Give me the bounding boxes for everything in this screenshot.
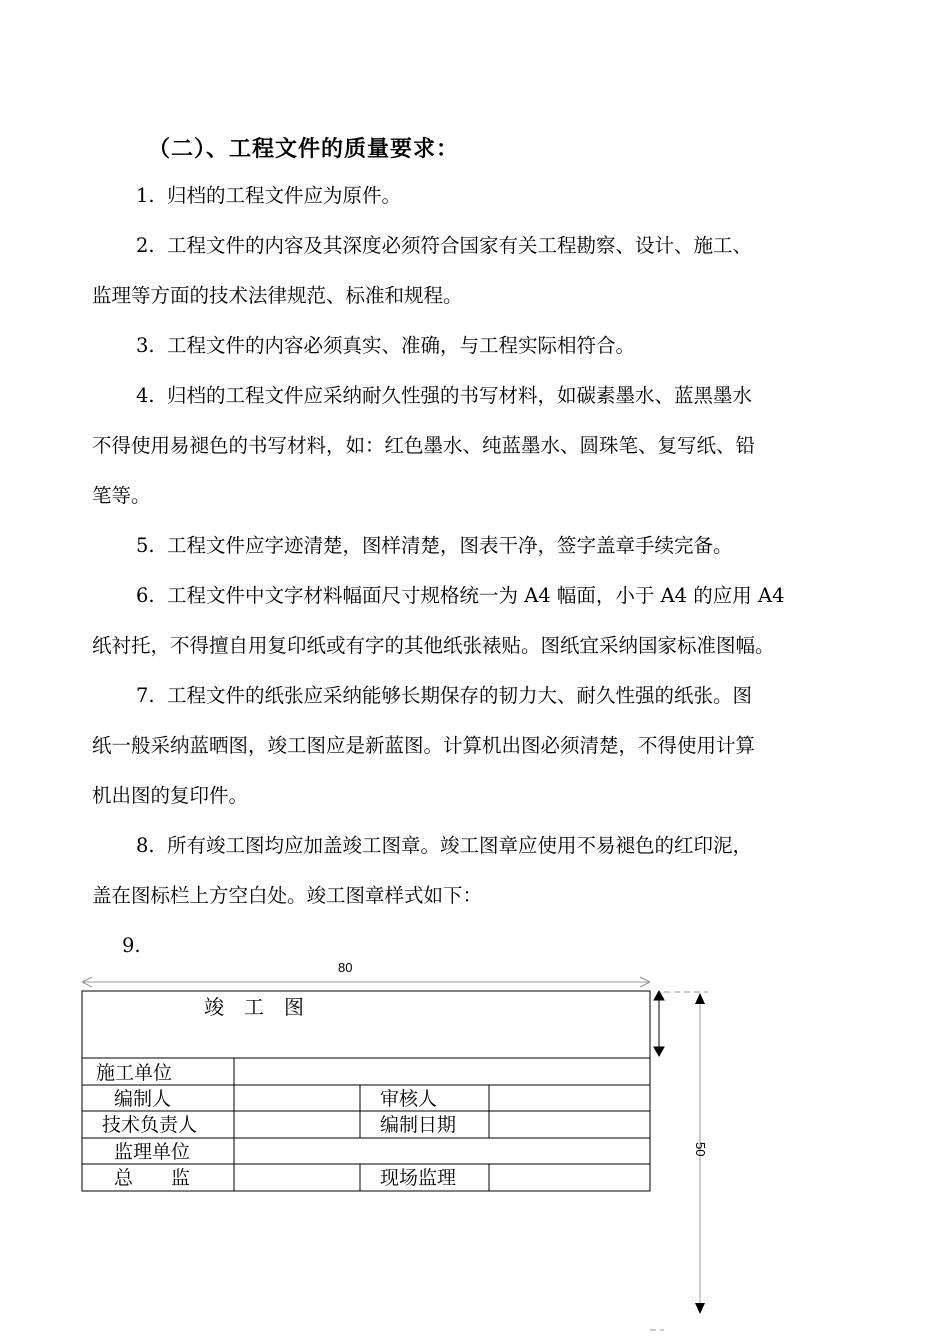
label-compiler: 编制人	[114, 1088, 172, 1110]
item-6-line-1: 6. 工程文件中文字材料幅面尺寸规格统一为 A4 幅面，小于 A4 的应用 A4	[136, 584, 785, 607]
section-heading: （二）、工程文件的质量要求：	[148, 137, 460, 162]
item-1-line-1: 1. 归档的工程文件应为原件。	[136, 184, 402, 207]
item-2-line-1: 2. 工程文件的内容及其深度必须符合国家有关工程勘察、设计、施工、	[136, 234, 753, 257]
item-3-line-1: 3. 工程文件的内容必须真实、准确，与工程实际相符合。	[136, 334, 636, 357]
item-9-line-1: 9.	[122, 934, 141, 957]
item-4-line-2: 不得使用易褪色的书写材料，如：红色墨水、纯蓝墨水、圆珠笔、复写纸、铅	[92, 434, 756, 457]
item-8-line-2: 盖在图标栏上方空白处。竣工图章样式如下：	[92, 884, 483, 907]
label-construction-unit: 施工单位	[96, 1062, 173, 1084]
label-tech-lead: 技术负责人	[102, 1114, 198, 1136]
width-label: 80	[338, 960, 353, 975]
title-band-dimension	[654, 991, 664, 1056]
item-6-line-2: 纸衬托，不得擅自用复印纸或有字的其他纸张裱贴。图纸宜采纳国家标准图幅。	[92, 634, 775, 657]
item-4-line-1: 4. 归档的工程文件应采纳耐久性强的书写材料，如碳素墨水、蓝黑墨水	[136, 384, 753, 407]
item-8-line-1: 8. 所有竣工图均应加盖竣工图章。竣工图章应使用不易褪色的红印泥，	[136, 834, 753, 857]
label-chief-supervisor: 总 监	[114, 1167, 191, 1189]
label-site-supervisor: 现场监理	[380, 1167, 457, 1189]
label-compile-date: 编制日期	[380, 1114, 457, 1136]
item-7-line-2: 纸一般采纳蓝晒图，竣工图应是新蓝图。计算机出图必须清楚，不得使用计算	[92, 734, 756, 757]
item-2-line-2: 监理等方面的技术法律规范、标准和规程。	[92, 284, 463, 307]
item-7-line-3: 机出图的复印件。	[92, 784, 249, 807]
label-reviewer: 审核人	[380, 1088, 438, 1110]
item-5-line-1: 5. 工程文件应字迹清楚，图样清楚，图表干净，签字盖章手续完备。	[136, 534, 733, 557]
height-label: 50	[693, 1142, 708, 1157]
label-supervision-unit: 监理单位	[114, 1141, 191, 1163]
item-7-line-1: 7. 工程文件的纸张应采纳能够长期保存的韧力大、耐久性强的纸张。图	[136, 684, 753, 707]
width-dimension-line	[82, 977, 650, 987]
stamp-title: 竣 工 图	[204, 995, 304, 1019]
item-4-line-3: 笔等。	[92, 484, 151, 507]
